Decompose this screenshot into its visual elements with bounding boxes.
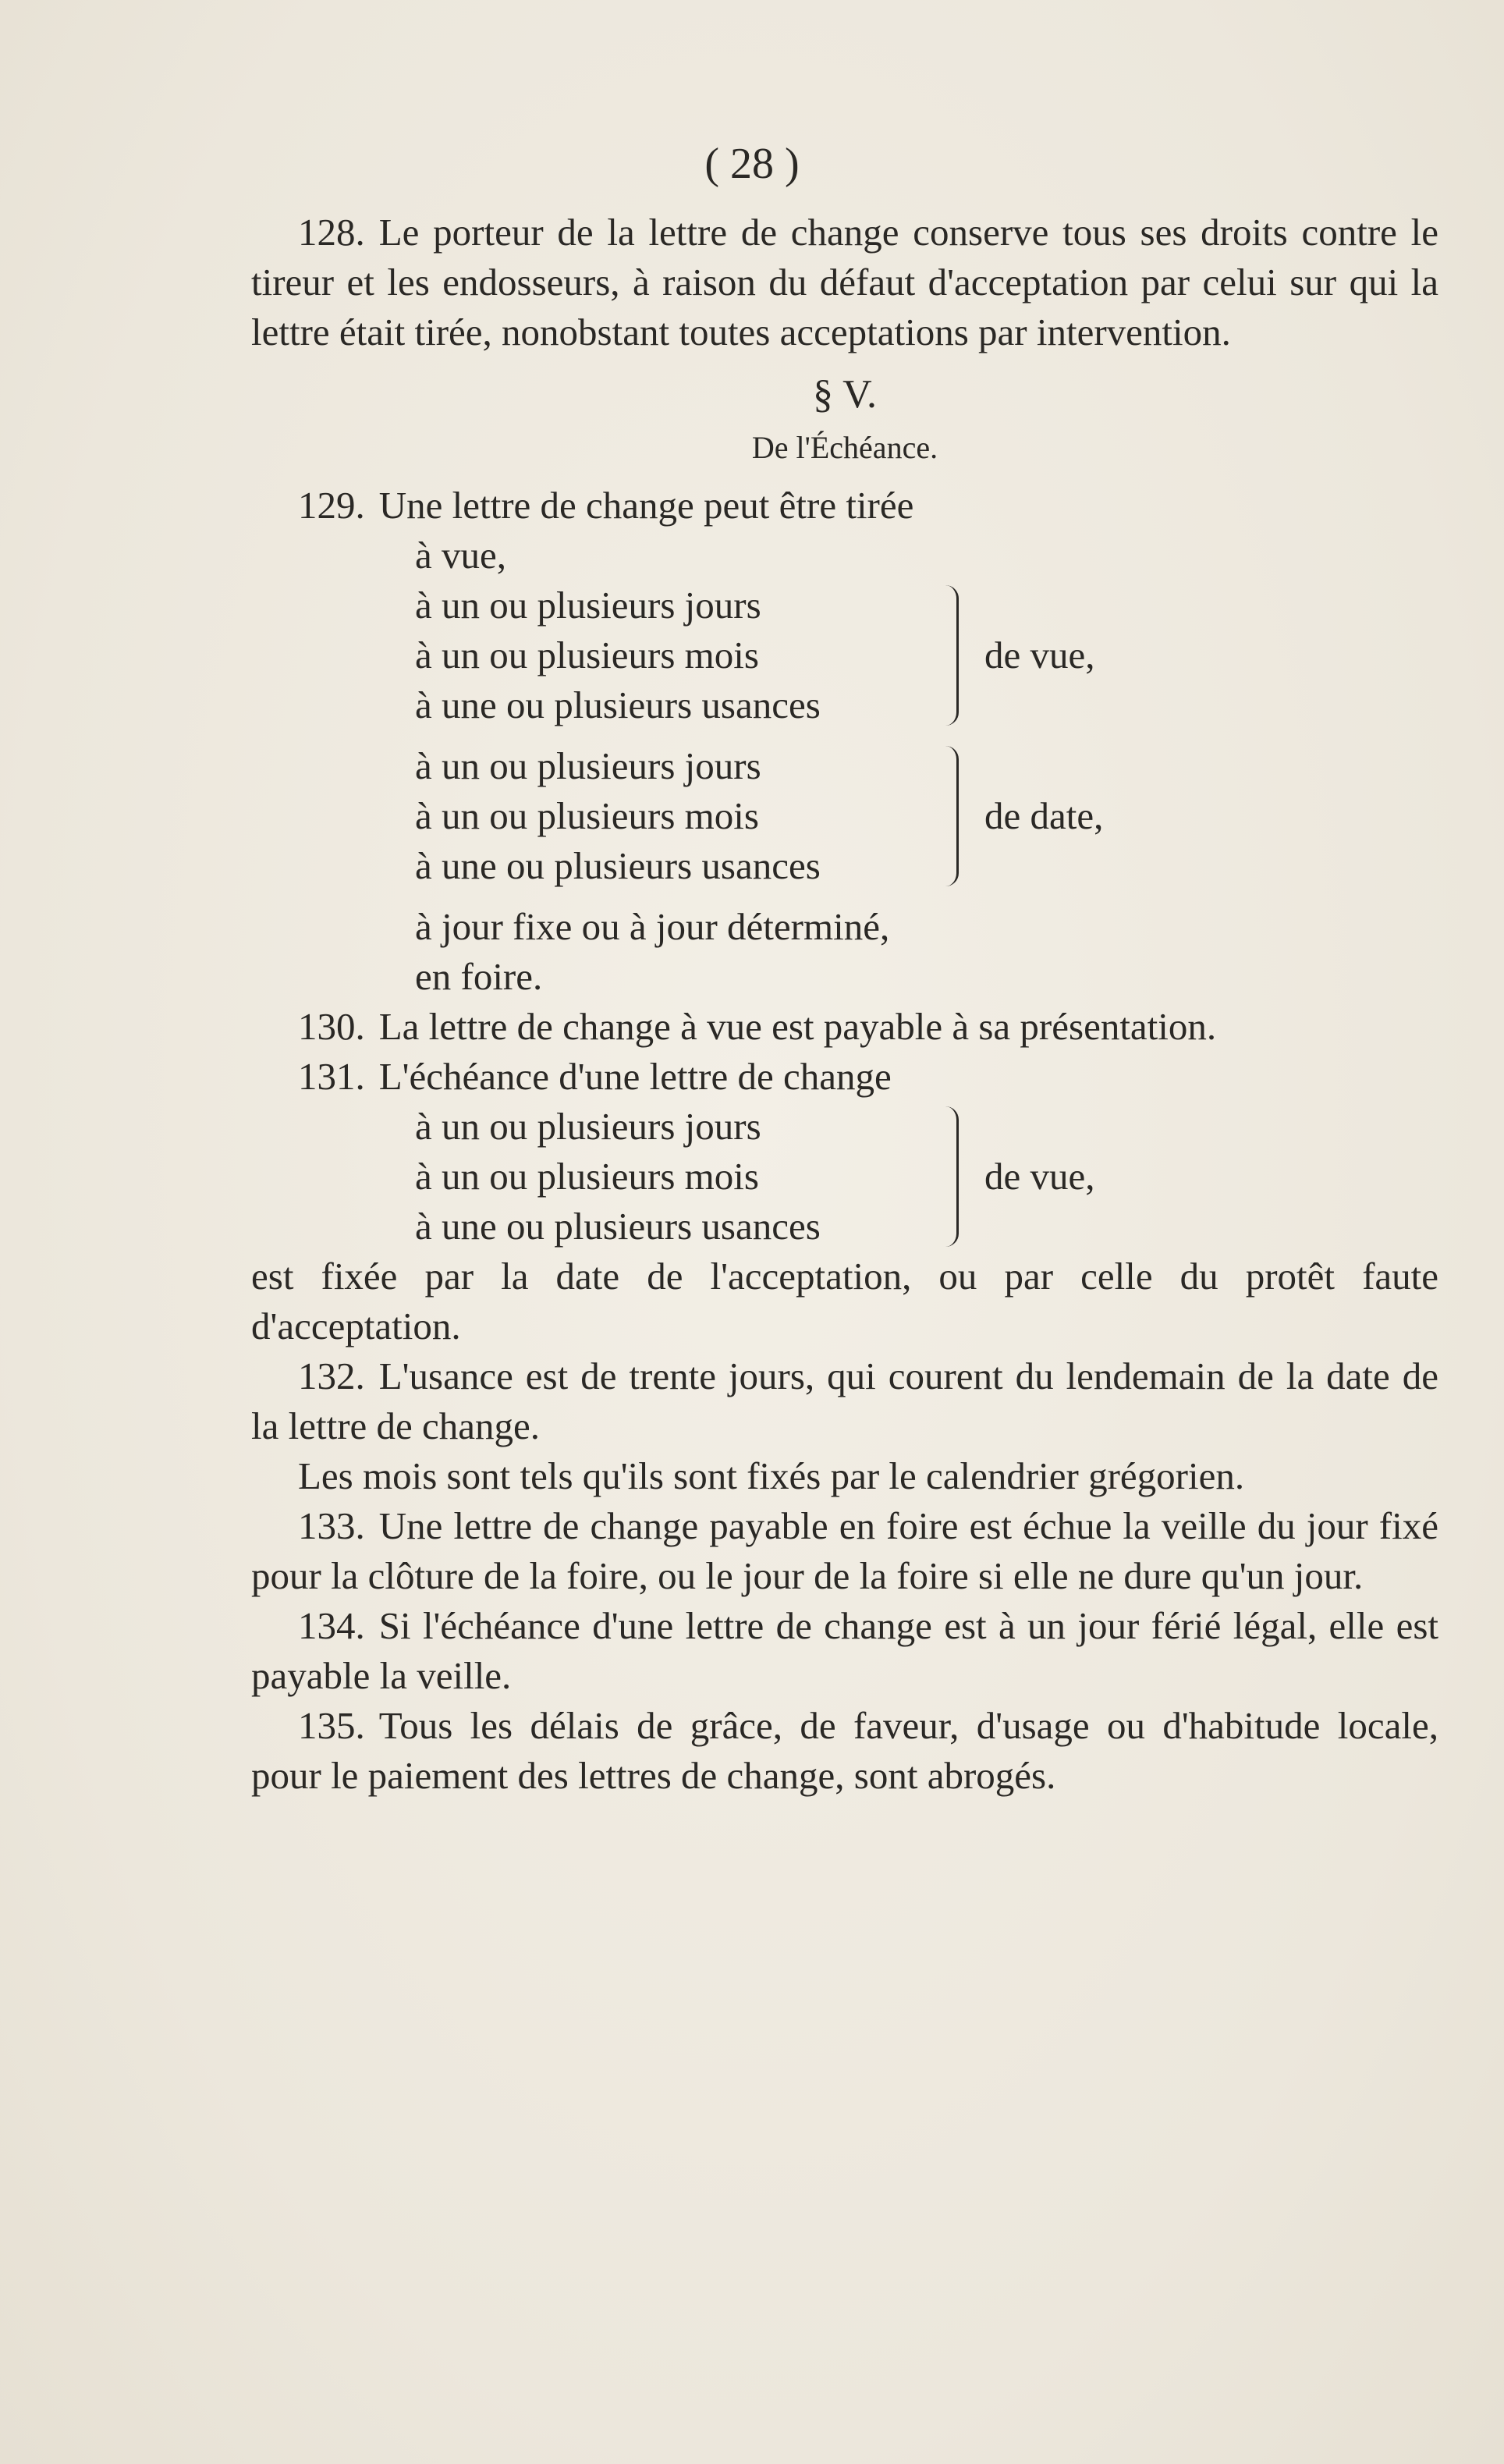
brace-icon [945, 746, 959, 886]
article-text: Tous les délais de grâce, de faveur, d'usage ou d'habitude locale, pour le paiement des lettres de change, sont abrogés. [251, 1704, 1438, 1797]
page-number: ( 28 ) [704, 140, 800, 188]
article-128 [251, 208, 1438, 357]
list-line: à un ou plusieurs jours [415, 744, 761, 787]
list-line: à jour fixe ou à jour déterminé, [415, 905, 890, 948]
article-text: Le porteur de la lettre de change conserve tous ses droits contre le tireur et les endosseurs, à raison du défaut d'acceptation par celui sur qui la lettre était tirée, nonobstant toutes acceptations par intervention. [251, 211, 1438, 353]
list-line: à un ou plusieurs jours [415, 584, 761, 627]
article-131 [251, 1052, 1438, 1102]
list-line: à une ou plusieurs usances [415, 844, 821, 887]
article-133 [251, 1501, 1438, 1601]
list-line: à une ou plusieurs usances [415, 683, 821, 726]
list-line: en foire. [415, 955, 543, 998]
article-number: 134. [298, 1604, 365, 1647]
list-line: à un ou plusieurs mois [415, 1155, 759, 1198]
article-number: 132. [298, 1354, 365, 1397]
article-number: 129. [298, 484, 365, 527]
list-line: à un ou plusieurs mois [415, 794, 759, 837]
section-title: De l'Échéance. [751, 430, 938, 465]
article-text: Si l'échéance d'une lettre de change est à un jour férié légal, elle est payable la veille. [251, 1604, 1438, 1697]
list-line: à un ou plusieurs jours [415, 1105, 761, 1148]
brace-icon [945, 1106, 959, 1247]
brace-group-de-vue [415, 1102, 1438, 1252]
brace-label: de date, [984, 794, 1104, 837]
article-text: La lettre de change à vue est payable à sa présentation. [378, 1005, 1217, 1048]
brace-group-de-date [415, 741, 1438, 891]
article-text: L'usance est de trente jours, qui courent du lendemain de la date de la lettre de change. [251, 1354, 1438, 1447]
article-number: 135. [298, 1704, 365, 1747]
article-text: est fixée par la date de l'acceptation, ou par celle du protêt faute d'acceptation. [251, 1255, 1438, 1347]
brace-group-de-vue [415, 580, 1438, 730]
list-line: à vue, [415, 534, 506, 577]
list-line: à une ou plusieurs usances [415, 1205, 821, 1248]
section-sign: § V. [813, 372, 877, 417]
article-text: Une lettre de change peut être tirée [378, 484, 914, 527]
article-132-continued: Les mois sont tels qu'ils sont fixés par le calendrier grégorien. [298, 1454, 1245, 1497]
article-text: L'échéance d'une lettre de change [378, 1055, 892, 1098]
brace-icon [945, 585, 959, 726]
article-number: 128. [298, 211, 365, 254]
article-text: Une lettre de change payable en foire est échue la veille du jour fixé pour la clôture de la foire, ou le jour de la foire si elle ne dure qu'un jour. [251, 1504, 1438, 1597]
article-number: 131. [298, 1055, 365, 1098]
page-body [251, 208, 1438, 1801]
list-line: à un ou plusieurs mois [415, 634, 759, 676]
article-130 [251, 1002, 1438, 1052]
article-number: 133. [298, 1504, 365, 1547]
brace-label: de vue, [984, 1155, 1095, 1198]
article-129 [251, 481, 1438, 531]
brace-label: de vue, [984, 634, 1095, 676]
article-number: 130. [298, 1005, 365, 1048]
article-135 [251, 1701, 1438, 1801]
article-132 [251, 1351, 1438, 1451]
article-134 [251, 1601, 1438, 1701]
